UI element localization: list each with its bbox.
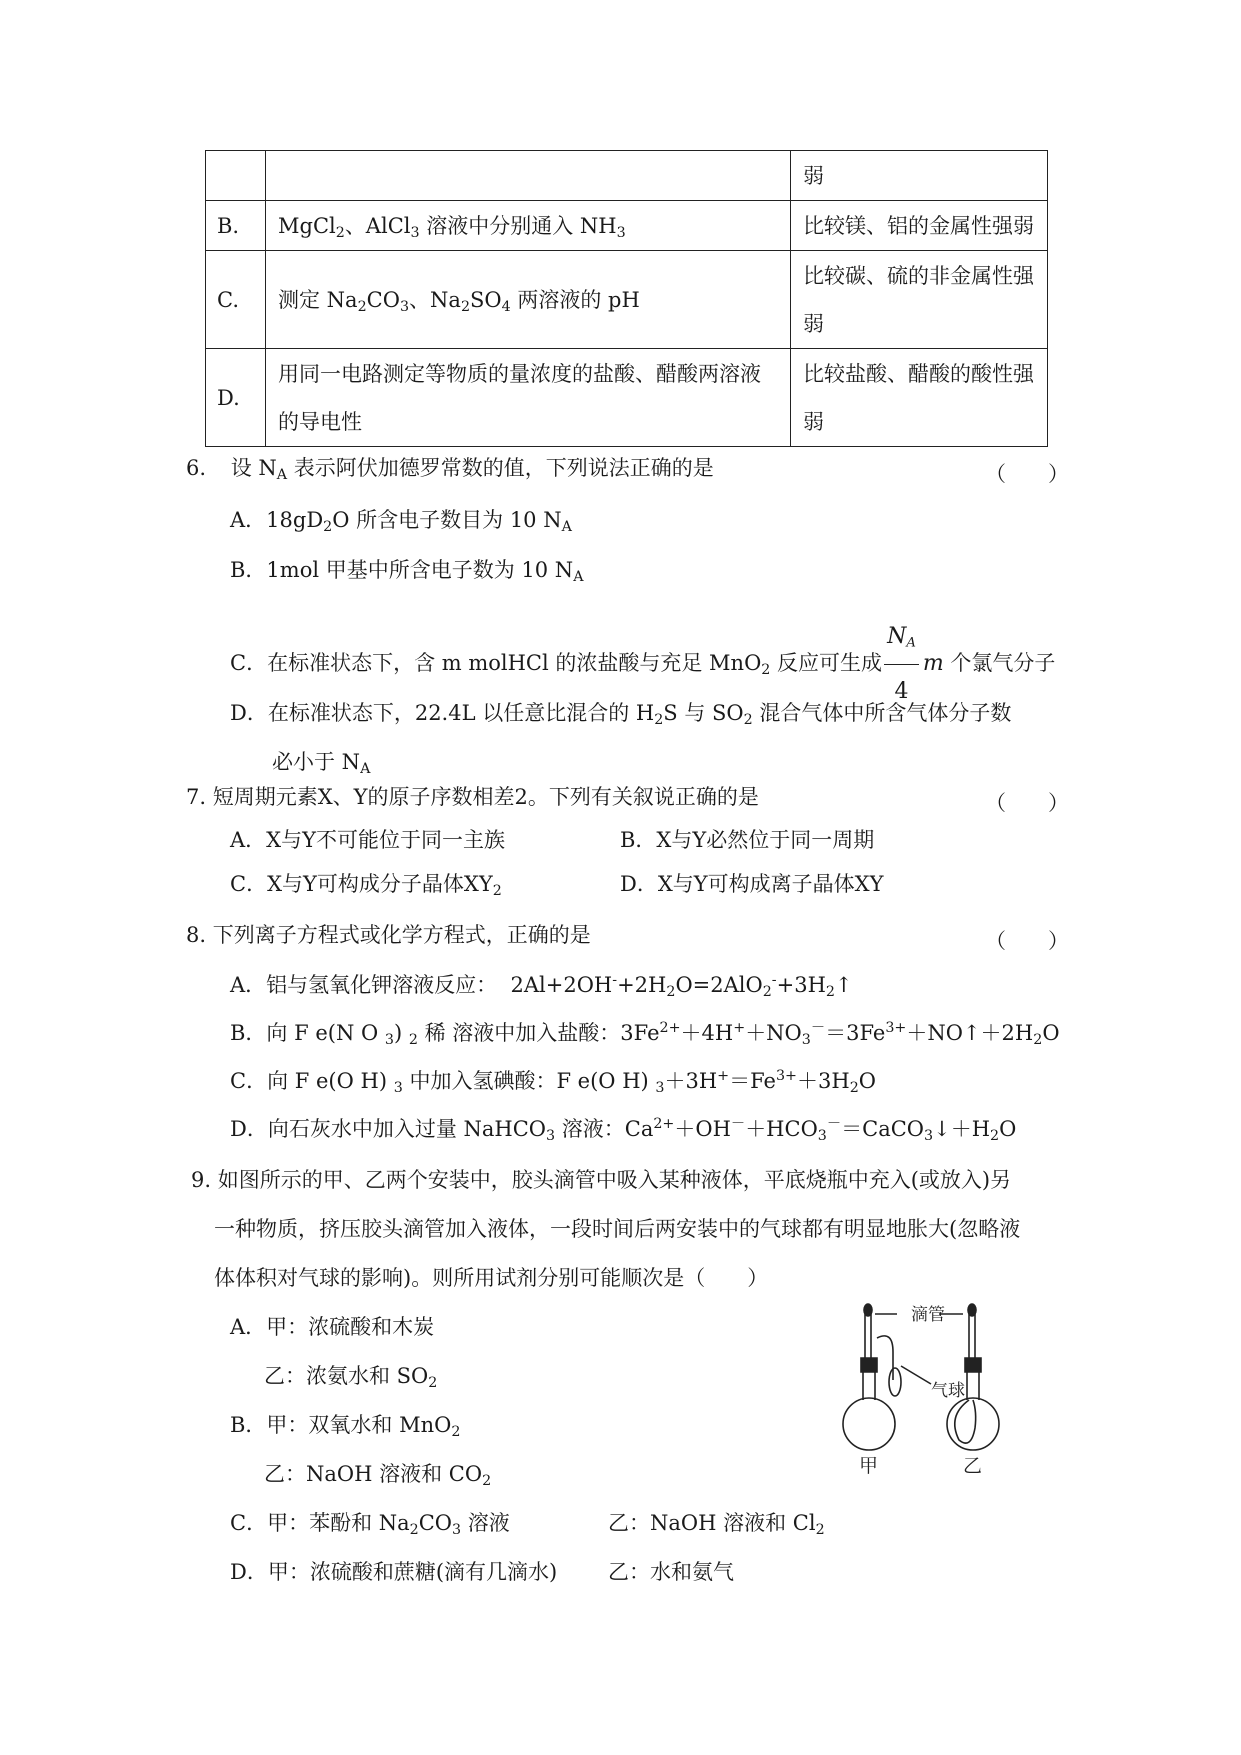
option-d: D．X与Y可构成离子晶体XY bbox=[620, 872, 884, 896]
table-cell: 比较碳、硫的非金属性强弱 bbox=[791, 251, 1048, 349]
option-d: D．甲：浓硫酸和蔗糖(滴有几滴水) bbox=[230, 1560, 558, 1584]
option-c: C．甲：苯酚和 $Na_2CO_3$ 溶液 bbox=[230, 1511, 510, 1538]
option-a: A．铝与氢氧化钾溶液反应： $2Al+2OH^-+2H_2O=2AlO_2^-+3H_2↑$ bbox=[230, 972, 853, 1000]
question-number: 6. bbox=[186, 456, 207, 480]
table-cell: 比较镁、铝的金属性强弱 bbox=[791, 201, 1048, 251]
table-row bbox=[206, 201, 1048, 251]
option-b: B．甲：双氧水和 MnO$_2$ bbox=[230, 1413, 461, 1440]
table-cell: B. bbox=[206, 201, 266, 251]
answer-paren: （ ） bbox=[985, 791, 1069, 815]
options-table bbox=[205, 150, 1048, 447]
apparatus-figure bbox=[835, 1300, 1005, 1480]
table-cell: D. bbox=[206, 349, 266, 447]
question-stem: 如图所示的甲、乙两个安装中，胶头滴管中吸入某种液体，平底烧瓶中充入(或放入)另 bbox=[217, 1168, 1012, 1192]
question-8 bbox=[186, 925, 591, 946]
question-6 bbox=[186, 456, 714, 483]
dropper-label: 滴管 bbox=[911, 1305, 945, 1325]
option-a: A．X与Y不可能位于同一主族 bbox=[230, 828, 505, 852]
table-cell bbox=[266, 151, 791, 201]
option-a: A．甲：浓硫酸和木炭 bbox=[230, 1315, 435, 1339]
question-stem: 下列离子方程式或化学方程式，正确的是 bbox=[212, 923, 591, 947]
answer-paren: （ ） bbox=[985, 929, 1069, 953]
option-a-cont: 乙：浓氨水和 $SO_2$ bbox=[264, 1364, 438, 1391]
option-c: C．向 F e(O H) $_3$ 中加入氢碘酸：F e(O H) $_3+3H^+=Fe^{3+}+3H_2O$ bbox=[230, 1068, 876, 1096]
flask-label-right: 乙 bbox=[963, 1455, 983, 1477]
option-b: B．X与Y必然位于同一周期 bbox=[620, 828, 875, 852]
table-row bbox=[206, 251, 1048, 349]
option-c: C．X与Y可构成分子晶体$XY_2$ bbox=[230, 872, 502, 899]
table-cell: C. bbox=[206, 251, 266, 349]
option-b: B．向 F e(N O $_3$) $_2$ 稀 溶液中加入盐酸：$3Fe^{2+}+4H^++NO_3^-=3Fe^{3+}+NO↑+2H_2O$ bbox=[230, 1020, 1060, 1048]
option-d-cont: 乙：水和氨气 bbox=[608, 1560, 734, 1584]
question-stem-line: 体体积对气球的影响)。则所用试剂分别可能顺次是（ ） bbox=[214, 1266, 769, 1290]
table-cell: 测定 $Na_2CO_3$、$Na_2SO_4$ 两溶液的 pH bbox=[266, 251, 791, 349]
question-stem: 设 $N_A$ 表示阿伏加德罗常数的值，下列说法正确的是 bbox=[230, 456, 714, 483]
option-d: D．在标准状态下，22.4L 以任意比混合的 $H_2S$ 与 $SO_2$ 混合气体中所含气体分子数 bbox=[230, 701, 1012, 728]
option-a: A．$18gD_2O$ 所含电子数目为 10 $N_A$ bbox=[230, 508, 572, 535]
answer-paren: （ ） bbox=[985, 462, 1069, 486]
flask-label-left: 甲 bbox=[859, 1455, 879, 1477]
option-d: D．向石灰水中加入过量 NaHCO$_3$ 溶液：$Ca^{2+}+OH^-+HCO_3^-=CaCO_3↓+H_2O$ bbox=[230, 1116, 1017, 1144]
option-b: B．1mol 甲基中所含电子数为 10 $N_A$ bbox=[230, 558, 584, 585]
table-row bbox=[206, 349, 1048, 447]
option-c: C．在标准状态下，含 m molHCl 的浓盐酸与充足 MnO$_2$ 反应可生成 $\frac{N_A}{4}$ m 个氯气分子 bbox=[230, 612, 1055, 717]
table-row bbox=[206, 151, 1048, 201]
question-number: 7. bbox=[186, 785, 207, 809]
table-cell: 比较盐酸、醋酸的酸性强弱 bbox=[791, 349, 1048, 447]
option-b-cont: 乙：NaOH 溶液和 $CO_2$ bbox=[264, 1462, 492, 1489]
question-number: 8. bbox=[186, 923, 207, 947]
fraction: $\frac{N_A}{4}$ bbox=[884, 612, 919, 717]
balloon-label: 气球 bbox=[931, 1381, 965, 1401]
table-cell bbox=[206, 151, 266, 201]
question-number: 9. bbox=[191, 1168, 212, 1192]
question-stem-line: 一种物质，挤压胶头滴管加入液体，一段时间后两安装中的气球都有明显地胀大(忽略液 bbox=[214, 1217, 1021, 1241]
option-c-cont: 乙：NaOH 溶液和 $Cl_2$ bbox=[608, 1511, 825, 1538]
option-d-cont: 必小于 $N_A$ bbox=[272, 750, 371, 777]
table-cell: 弱 bbox=[791, 151, 1048, 201]
table-cell: 用同一电路测定等物质的量浓度的盐酸、醋酸两溶液的导电性 bbox=[266, 349, 791, 447]
question-9 bbox=[191, 1170, 1011, 1191]
table-cell: MgCl$_2$、AlCl$_3$ 溶液中分别通入 $NH_3$ bbox=[266, 201, 791, 251]
question-stem: 短周期元素X、Y的原子序数相差2。下列有关叙说正确的是 bbox=[212, 785, 759, 809]
question-7 bbox=[186, 787, 759, 808]
